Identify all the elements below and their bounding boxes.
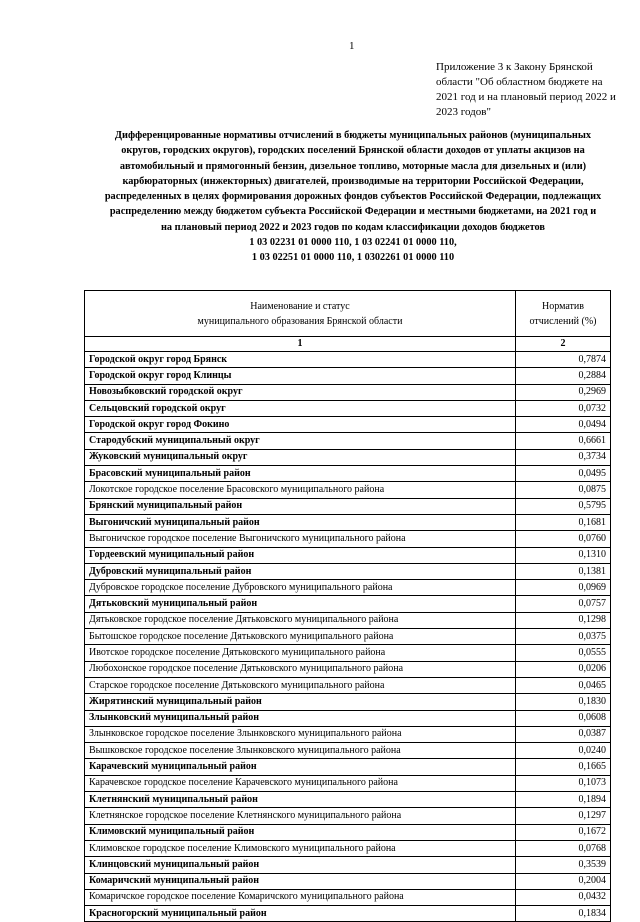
table-row bbox=[85, 629, 611, 645]
norm-value: 0,1381 bbox=[516, 563, 611, 579]
norm-value: 0,1297 bbox=[516, 808, 611, 824]
municipality-name: Климовское городское поселение Климовского муниципального района bbox=[85, 840, 516, 856]
title-line: карбюраторных (инжекторных) двигателей, производимые на территории Российской Федерации, bbox=[122, 175, 584, 187]
column-number-row bbox=[85, 337, 611, 352]
table-row bbox=[85, 775, 611, 791]
title-line: 1 03 02251 01 0000 110, 1 0302261 01 0000 110 bbox=[251, 252, 455, 264]
table-row bbox=[85, 433, 611, 449]
column-number: 1 bbox=[85, 337, 516, 352]
municipality-name: Дубровское городское поселение Дубровского муниципального района bbox=[85, 580, 516, 596]
appendix-line: области "Об областном бюджете на bbox=[436, 76, 603, 88]
norm-value: 0,1298 bbox=[516, 612, 611, 628]
municipality-name: Климовский муниципальный район bbox=[85, 824, 516, 840]
table-row bbox=[85, 514, 611, 530]
norm-value: 0,0432 bbox=[516, 889, 611, 905]
appendix-line: 2021 год и на плановый период 2022 и bbox=[436, 91, 616, 103]
table-row bbox=[85, 873, 611, 889]
table-row bbox=[85, 645, 611, 661]
municipality-name: Злынковский муниципальный район bbox=[85, 710, 516, 726]
document-title bbox=[86, 128, 620, 266]
table-row bbox=[85, 417, 611, 433]
municipality-name: Выгоничский муниципальный район bbox=[85, 514, 516, 530]
norm-value: 0,5795 bbox=[516, 498, 611, 514]
appendix-line: 2023 годов" bbox=[436, 106, 491, 118]
table-row bbox=[85, 498, 611, 514]
table-row bbox=[85, 596, 611, 612]
header-line: Наименование и статус bbox=[250, 300, 350, 312]
table-row bbox=[85, 759, 611, 775]
norm-value: 0,0555 bbox=[516, 645, 611, 661]
table-row bbox=[85, 400, 611, 416]
table-row bbox=[85, 661, 611, 677]
norm-value: 0,0375 bbox=[516, 629, 611, 645]
table-row bbox=[85, 743, 611, 759]
norm-value: 0,1665 bbox=[516, 759, 611, 775]
norm-value: 0,2004 bbox=[516, 873, 611, 889]
title-line: на плановый период 2022 и 2023 годов по кодам классификации доходов бюджетов bbox=[161, 221, 545, 233]
norm-value: 0,1894 bbox=[516, 792, 611, 808]
table-row bbox=[85, 889, 611, 905]
municipality-name: Красногорский муниципальный район bbox=[85, 906, 516, 922]
title-line: округов, городских округов), городских поселений Брянской области доходов от уплаты акцизов на bbox=[121, 145, 585, 157]
table-row bbox=[85, 808, 611, 824]
norm-value: 0,3734 bbox=[516, 449, 611, 465]
norm-value: 0,0494 bbox=[516, 417, 611, 433]
municipality-name: Карачевский муниципальный район bbox=[85, 759, 516, 775]
norm-value: 0,0206 bbox=[516, 661, 611, 677]
norm-value: 0,1672 bbox=[516, 824, 611, 840]
norm-value: 0,1310 bbox=[516, 547, 611, 563]
norm-value: 0,1834 bbox=[516, 906, 611, 922]
table-row bbox=[85, 694, 611, 710]
norm-value: 0,0757 bbox=[516, 596, 611, 612]
municipality-name: Брянский муниципальный район bbox=[85, 498, 516, 514]
title-line: распределению между бюджетом субъекта Российской Федерации и местными бюджетами, на 2021 год и bbox=[109, 206, 597, 218]
table-row bbox=[85, 563, 611, 579]
municipality-name: Брасовский муниципальный район bbox=[85, 466, 516, 482]
title-line: 1 03 02231 01 0000 110, 1 03 02241 01 0000 110, bbox=[249, 237, 457, 249]
table-row bbox=[85, 547, 611, 563]
title-line: Дифференцированные нормативы отчислений в бюджеты муниципальных районов (муниципальных bbox=[114, 130, 592, 141]
title-line: автомобильный и прямогонный бензин, дизельное топливо, моторные масла для дизельных и (или) bbox=[119, 160, 587, 172]
title-line: распределенных в целях формирования дорожных фондов субъектов Российской Федерации, подлежащих bbox=[104, 191, 602, 203]
norm-value: 0,0387 bbox=[516, 726, 611, 742]
municipality-name: Клинцовский муниципальный район bbox=[85, 857, 516, 873]
municipality-name: Карачевское городское поселение Карачевского муниципального района bbox=[85, 775, 516, 791]
municipality-name: Локотское городское поселение Брасовского муниципального района bbox=[85, 482, 516, 498]
norm-value: 0,0768 bbox=[516, 840, 611, 856]
page-number: 1 bbox=[349, 40, 355, 52]
municipality-name: Городской округ город Фокино bbox=[85, 417, 516, 433]
municipality-name: Городской округ город Брянск bbox=[85, 352, 516, 368]
table-row bbox=[85, 677, 611, 693]
municipality-name: Выгоничское городское поселение Выгоничского муниципального района bbox=[85, 531, 516, 547]
municipality-name: Дубровский муниципальный район bbox=[85, 563, 516, 579]
column-number: 2 bbox=[516, 337, 611, 352]
municipality-name: Комаричский муниципальный район bbox=[85, 873, 516, 889]
table-row bbox=[85, 531, 611, 547]
municipality-name: Ивотское городское поселение Дятьковского муниципального района bbox=[85, 645, 516, 661]
appendix-line: Приложение 3 к Закону Брянской bbox=[436, 61, 593, 73]
norm-value: 0,0608 bbox=[516, 710, 611, 726]
norm-value: 0,6661 bbox=[516, 433, 611, 449]
municipality-name: Новозыбковский городской округ bbox=[85, 384, 516, 400]
appendix-note bbox=[436, 60, 632, 120]
table-row bbox=[85, 384, 611, 400]
table-row bbox=[85, 580, 611, 596]
municipality-name: Дятьковское городское поселение Дятьковского муниципального района bbox=[85, 612, 516, 628]
header-municipality bbox=[85, 291, 516, 337]
norm-value: 0,0732 bbox=[516, 400, 611, 416]
norm-value: 0,1830 bbox=[516, 694, 611, 710]
municipality-name: Клетнянское городское поселение Клетнянского муниципального района bbox=[85, 808, 516, 824]
norm-value: 0,0760 bbox=[516, 531, 611, 547]
norm-value: 0,0875 bbox=[516, 482, 611, 498]
municipality-name: Злынковское городское поселение Злынковского муниципального района bbox=[85, 726, 516, 742]
table-row bbox=[85, 612, 611, 628]
table-row bbox=[85, 368, 611, 384]
table-row bbox=[85, 824, 611, 840]
norm-value: 0,2969 bbox=[516, 384, 611, 400]
norm-value: 0,0969 bbox=[516, 580, 611, 596]
header-norm bbox=[516, 291, 611, 337]
table-row bbox=[85, 466, 611, 482]
table-header-row bbox=[85, 291, 611, 337]
municipality-name: Вышковское городское поселение Злынковского муниципального района bbox=[85, 743, 516, 759]
municipality-name: Стародубский муниципальный округ bbox=[85, 433, 516, 449]
table-row bbox=[85, 906, 611, 922]
table-row bbox=[85, 710, 611, 726]
municipality-name: Жирятинский муниципальный район bbox=[85, 694, 516, 710]
table-row bbox=[85, 352, 611, 368]
norm-value: 0,3539 bbox=[516, 857, 611, 873]
municipality-name: Бытошское городское поселение Дятьковского муниципального района bbox=[85, 629, 516, 645]
header-line: муниципального образования Брянской области bbox=[197, 315, 403, 327]
norm-value: 0,7874 bbox=[516, 352, 611, 368]
table-row bbox=[85, 857, 611, 873]
municipality-name: Любохонское городское поселение Дятьковского муниципального района bbox=[85, 661, 516, 677]
header-line: Норматив bbox=[542, 300, 584, 312]
norm-value: 0,1681 bbox=[516, 514, 611, 530]
table-row bbox=[85, 482, 611, 498]
norms-table bbox=[84, 290, 611, 922]
municipality-name: Сельцовский городской округ bbox=[85, 400, 516, 416]
municipality-name: Старское городское поселение Дятьковского муниципального района bbox=[85, 677, 516, 693]
norm-value: 0,2884 bbox=[516, 368, 611, 384]
table-row bbox=[85, 449, 611, 465]
municipality-name: Комаричское городское поселение Комаричского муниципального района bbox=[85, 889, 516, 905]
norm-value: 0,0240 bbox=[516, 743, 611, 759]
municipality-name: Клетнянский муниципальный район bbox=[85, 792, 516, 808]
norm-value: 0,0495 bbox=[516, 466, 611, 482]
municipality-name: Городской округ город Клинцы bbox=[85, 368, 516, 384]
municipality-name: Жуковский муниципальный округ bbox=[85, 449, 516, 465]
norm-value: 0,0465 bbox=[516, 677, 611, 693]
municipality-name: Гордеевский муниципальный район bbox=[85, 547, 516, 563]
header-line: отчислений (%) bbox=[529, 315, 597, 327]
norm-value: 0,1073 bbox=[516, 775, 611, 791]
table-row bbox=[85, 840, 611, 856]
table-row bbox=[85, 726, 611, 742]
municipality-name: Дятьковский муниципальный район bbox=[85, 596, 516, 612]
table-row bbox=[85, 792, 611, 808]
